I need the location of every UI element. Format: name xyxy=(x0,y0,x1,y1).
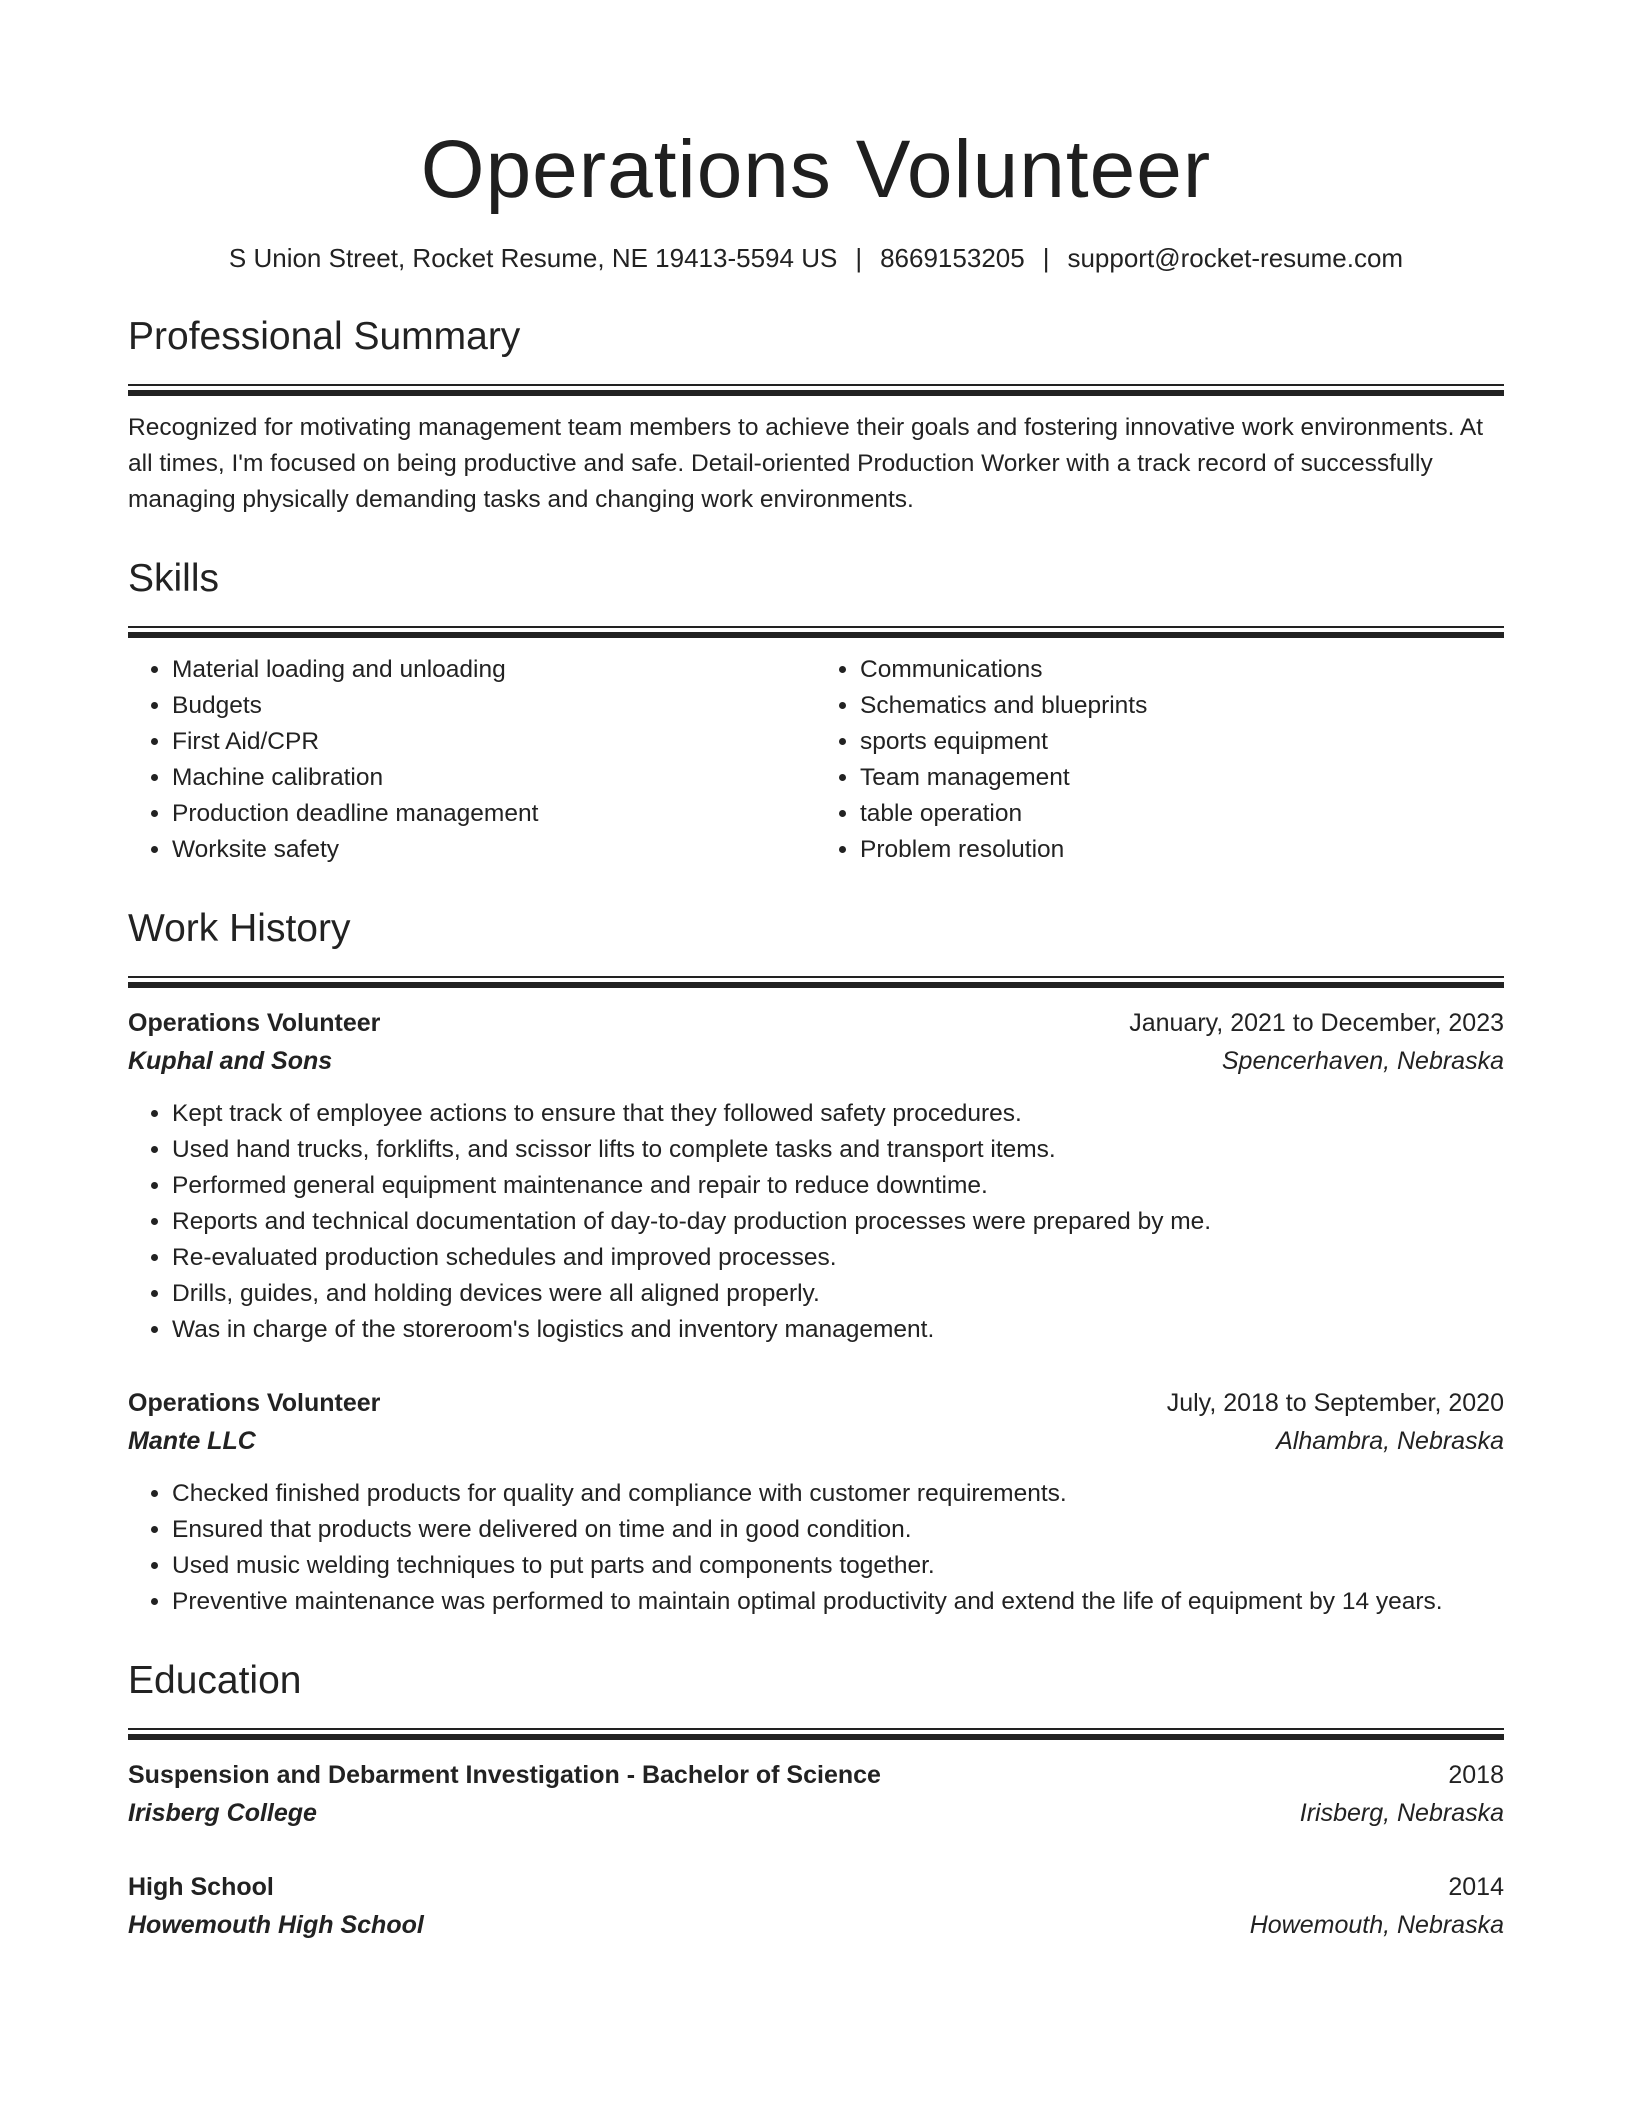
education-school-row xyxy=(128,1794,1504,1832)
summary-text: Recognized for motivating management team members to achieve their goals and fostering innovative work environments. At all times, I'm focused on being productive and safe. Detail-oriented Production Worker with a track record of successfully managing physically demanding tasks and changing work environments. xyxy=(128,414,1484,513)
job-bullets xyxy=(128,1476,1504,1620)
skill-item: • Communications xyxy=(860,652,1504,688)
contact-separator: | xyxy=(1042,243,1050,273)
skill-item: • First Aid/CPR xyxy=(172,724,816,760)
section-title-work-history: Work History xyxy=(128,907,351,950)
job-bullets xyxy=(128,1096,1504,1348)
skill-item: • Production deadline management xyxy=(172,796,816,832)
section-title-skills: Skills xyxy=(128,557,220,600)
skill-item: • Worksite safety xyxy=(172,832,816,868)
education-entry xyxy=(128,1756,1504,1832)
job-dates: January, 2021 to December, 2023 xyxy=(1129,1009,1504,1037)
skill-item: • Material loading and unloading xyxy=(172,652,816,688)
education-year: 2014 xyxy=(1448,1873,1504,1901)
skill-item: • Problem resolution xyxy=(860,832,1504,868)
job-company-row xyxy=(128,1042,1504,1080)
education-location: Howemouth, Nebraska xyxy=(1249,1911,1504,1939)
skill-item: • Schematics and blueprints xyxy=(860,688,1504,724)
job-bullet: • Re-evaluated production schedules and improved processes. xyxy=(172,1240,1504,1276)
job-company: Mante LLC xyxy=(128,1427,256,1455)
job-bullet: • Kept track of employee actions to ensure that they followed safety procedures. xyxy=(172,1096,1504,1132)
job-bullet: • Used music welding techniques to put parts and components together. xyxy=(172,1548,1504,1584)
job-bullet: • Used hand trucks, forklifts, and scissor lifts to complete tasks and transport items. xyxy=(172,1132,1504,1168)
section-divider xyxy=(128,384,1504,396)
job-title: Operations Volunteer xyxy=(128,1389,381,1417)
education-degree: High School xyxy=(128,1873,274,1901)
skill-item: • Machine calibration xyxy=(172,760,816,796)
education-school: Irisberg College xyxy=(128,1799,317,1827)
section-title-education: Education xyxy=(128,1659,302,1702)
section-title-summary: Professional Summary xyxy=(128,315,521,358)
section-divider xyxy=(128,976,1504,988)
section-divider xyxy=(128,626,1504,638)
education-year: 2018 xyxy=(1448,1761,1504,1789)
job-header-row xyxy=(128,1004,1504,1042)
education-entry xyxy=(128,1868,1504,1944)
contact-line xyxy=(128,240,1504,276)
skill-item: • table operation xyxy=(860,796,1504,832)
education-degree: Suspension and Debarment Investigation - Bachelor of Science xyxy=(128,1761,881,1789)
summary-section xyxy=(128,314,1504,518)
job-entry xyxy=(128,1384,1504,1620)
job-dates: July, 2018 to September, 2020 xyxy=(1166,1389,1504,1417)
skill-item: • Budgets xyxy=(172,688,816,724)
job-bullet: • Ensured that products were delivered on time and in good condition. xyxy=(172,1512,1504,1548)
job-location: Alhambra, Nebraska xyxy=(1276,1427,1504,1455)
skill-item: • sports equipment xyxy=(860,724,1504,760)
skills-columns xyxy=(128,652,1504,868)
contact-phone: 8669153205 xyxy=(880,243,1025,273)
education-location: Irisberg, Nebraska xyxy=(1299,1799,1504,1827)
skills-section xyxy=(128,556,1504,868)
education-school: Howemouth High School xyxy=(128,1911,424,1939)
job-header-row xyxy=(128,1384,1504,1422)
job-bullet: • Was in charge of the storeroom's logistics and inventory management. xyxy=(172,1312,1504,1348)
job-bullet: • Reports and technical documentation of day-to-day production processes were prepared by me. xyxy=(172,1204,1504,1240)
education-school-row xyxy=(128,1906,1504,1944)
education-header-row xyxy=(128,1756,1504,1794)
contact-separator: | xyxy=(855,243,863,273)
job-bullet: • Performed general equipment maintenance and repair to reduce downtime. xyxy=(172,1168,1504,1204)
job-bullet: • Checked finished products for quality and compliance with customer requirements. xyxy=(172,1476,1504,1512)
resume-name: Operations Volunteer xyxy=(420,124,1212,215)
work-history-section xyxy=(128,906,1504,1620)
education-section xyxy=(128,1658,1504,1944)
job-bullet: • Drills, guides, and holding devices were all aligned properly. xyxy=(172,1276,1504,1312)
job-title: Operations Volunteer xyxy=(128,1009,381,1037)
skills-list-right xyxy=(816,652,1504,868)
section-divider xyxy=(128,1728,1504,1740)
job-company: Kuphal and Sons xyxy=(128,1047,333,1075)
job-bullet: • Preventive maintenance was performed to maintain optimal productivity and extend the life of equipment by 14 years. xyxy=(172,1584,1504,1620)
skill-item: • Team management xyxy=(860,760,1504,796)
skills-list-left xyxy=(128,652,816,868)
job-entry xyxy=(128,1004,1504,1348)
job-location: Spencerhaven, Nebraska xyxy=(1221,1047,1504,1075)
contact-address: S Union Street, Rocket Resume, NE 19413-5594 US xyxy=(228,243,838,273)
contact-email: support@rocket-resume.com xyxy=(1067,243,1404,273)
education-header-row xyxy=(128,1868,1504,1906)
job-company-row xyxy=(128,1422,1504,1460)
